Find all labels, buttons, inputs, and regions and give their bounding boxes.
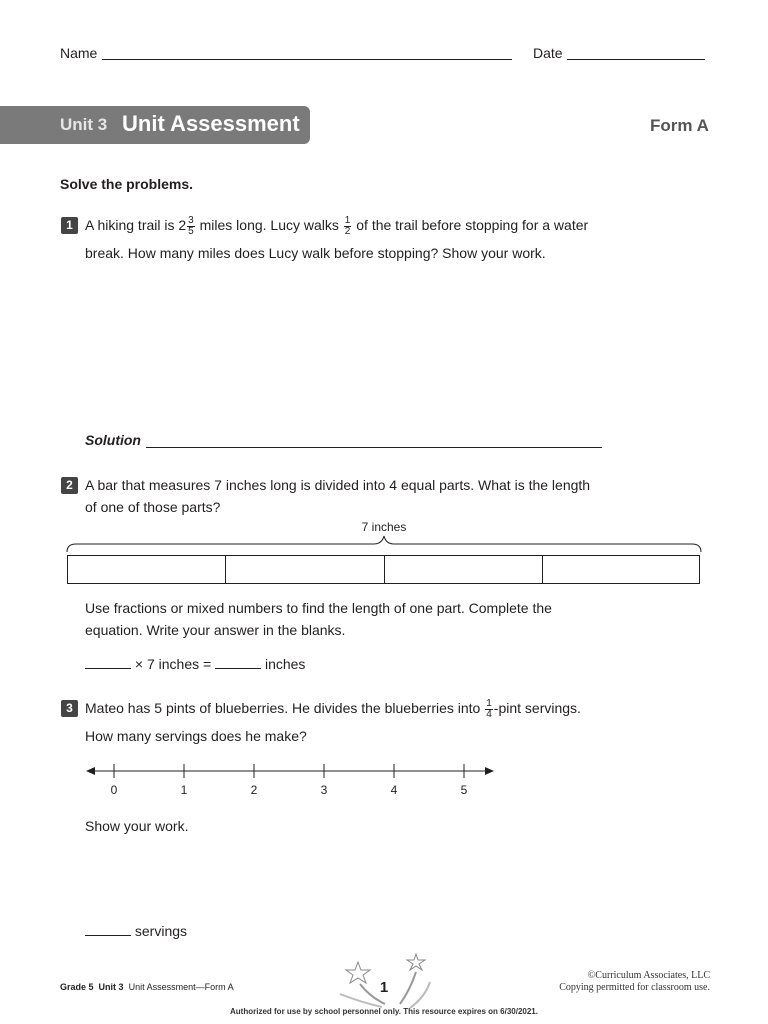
bar-brace bbox=[64, 532, 704, 556]
q3-text-b: -pint servings. bbox=[493, 700, 581, 716]
number-line-label: 4 bbox=[390, 783, 398, 797]
instructions: Solve the problems. bbox=[60, 176, 194, 192]
servings-label: servings bbox=[134, 923, 188, 939]
footer-title: Unit Assessment—Form A bbox=[128, 982, 234, 992]
footer-left bbox=[60, 982, 234, 992]
authorization-notice: Authorized for use by school personnel only. This resource expires on 6/30/2021. bbox=[230, 1007, 538, 1016]
question-2-line-2: of one of those parts? bbox=[85, 499, 221, 515]
equation-blank-2[interactable] bbox=[215, 656, 261, 669]
bar-length-label: 7 inches bbox=[361, 520, 407, 534]
number-line bbox=[84, 760, 498, 784]
solution-field[interactable] bbox=[146, 447, 602, 448]
q1-mixed-denominator: 5 bbox=[188, 225, 194, 237]
footer-unit: Unit 3 bbox=[98, 982, 124, 992]
question-1-line-1 bbox=[85, 215, 588, 237]
date-field[interactable] bbox=[567, 59, 705, 60]
q1-text-a: A hiking trail is 2 bbox=[85, 217, 187, 233]
q3-fraction bbox=[485, 699, 493, 720]
page-title: Unit Assessment bbox=[122, 111, 300, 136]
right-arrow-icon bbox=[485, 767, 494, 775]
number-line-label: 3 bbox=[320, 783, 328, 797]
question-2-instruction-1: Use fractions or mixed numbers to find the length of one part. Complete the bbox=[85, 600, 552, 616]
q1-text-b: miles long. Lucy walks bbox=[199, 217, 339, 233]
servings-blank[interactable] bbox=[85, 923, 131, 936]
page-number: 1 bbox=[379, 979, 389, 996]
number-line-label: 0 bbox=[110, 783, 118, 797]
q3-numerator: 1 bbox=[486, 697, 492, 709]
name-label: Name bbox=[60, 45, 98, 61]
copying-note: Copying permitted for classroom use. bbox=[559, 982, 710, 993]
footer-grade: Grade 5 bbox=[60, 982, 94, 992]
question-2-instruction-2: equation. Write your answer in the blanks. bbox=[85, 622, 346, 638]
question-3-badge: 3 bbox=[61, 700, 78, 717]
form-label: Form A bbox=[650, 116, 709, 135]
servings-answer bbox=[85, 921, 187, 941]
number-line-label: 1 bbox=[180, 783, 188, 797]
number-line-label: 5 bbox=[460, 783, 468, 797]
q1-mixed-numerator: 3 bbox=[188, 214, 194, 226]
show-work-label: Show your work. bbox=[85, 818, 189, 834]
divided-bar bbox=[67, 555, 700, 584]
question-1-line-2: break. How many miles does Lucy walk before stopping? Show your work. bbox=[85, 245, 546, 261]
q3-text-a: Mateo has 5 pints of blueberries. He divides the blueberries into bbox=[85, 700, 481, 716]
question-1-badge: 1 bbox=[61, 217, 78, 234]
number-line-label: 2 bbox=[250, 783, 258, 797]
name-field[interactable] bbox=[102, 59, 512, 60]
question-2-badge: 2 bbox=[61, 477, 78, 494]
q1-mixed-fraction bbox=[187, 216, 195, 237]
question-2-line-1: A bar that measures 7 inches long is divided into 4 equal parts. What is the length bbox=[85, 477, 591, 493]
copyright-block bbox=[540, 970, 710, 994]
question-3-line-1 bbox=[85, 698, 581, 720]
q1-fraction bbox=[344, 216, 352, 237]
question-2-equation bbox=[85, 654, 305, 674]
q1-denominator: 2 bbox=[344, 225, 351, 237]
bar-divider bbox=[384, 556, 385, 583]
question-3-line-2: How many servings does he make? bbox=[85, 728, 307, 744]
copyright: ©Curriculum Associates, LLC bbox=[587, 970, 710, 981]
bar-divider bbox=[225, 556, 226, 583]
unit-label: Unit 3 bbox=[60, 115, 108, 134]
equation-blank-1[interactable] bbox=[85, 656, 131, 669]
bar-divider bbox=[542, 556, 543, 583]
equation-middle: × 7 inches = bbox=[134, 656, 212, 672]
date-label: Date bbox=[533, 45, 563, 61]
q1-numerator: 1 bbox=[344, 214, 351, 226]
equation-end: inches bbox=[264, 656, 306, 672]
q1-text-c: of the trail before stopping for a water bbox=[356, 217, 589, 233]
unit-banner bbox=[0, 106, 310, 144]
left-arrow-icon bbox=[86, 767, 95, 775]
solution-label: Solution bbox=[85, 432, 141, 448]
q3-denominator: 4 bbox=[486, 708, 492, 720]
